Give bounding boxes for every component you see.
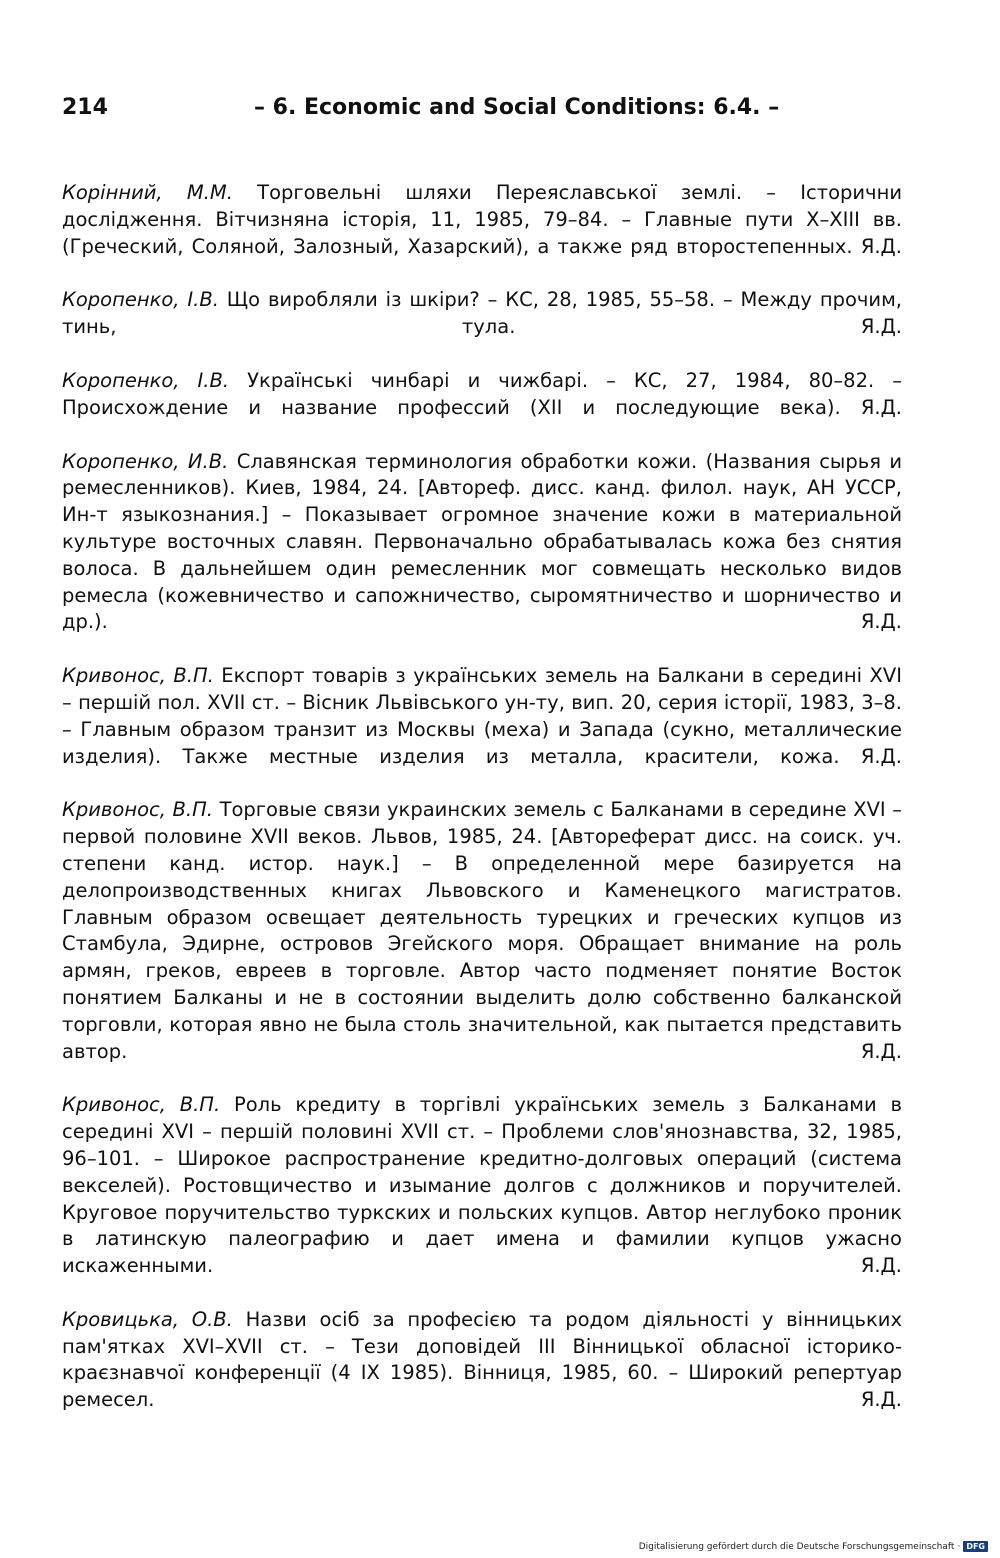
bibliography-entries xyxy=(62,180,902,1441)
entry-author: Коропенко, І.В. xyxy=(62,288,219,312)
bibliography-entry xyxy=(62,1092,902,1280)
entry-author: Коропенко, И.В. xyxy=(62,449,229,473)
page-number: 214 xyxy=(62,95,108,120)
bibliography-entry xyxy=(62,1307,902,1414)
bibliography-entry xyxy=(62,797,902,1065)
bibliography-entry xyxy=(62,287,902,341)
bibliography-entry xyxy=(62,368,902,422)
entry-text: Торговельні шляхи Переяславської землі. – Історични дослідження. Вітчизняна історія, 11, 1985, 79–84. – Главные пути X–XIII вв. (Греческий, Соляной, Залозный, Хазарский), а также ряд второстепенных. xyxy=(62,181,903,258)
entry-reviewer-initials: Я.Д. xyxy=(860,1254,902,1278)
entry-text: Що виробляли із шкіри? – КС, 28, 1985, 55–58. – Между прочим, тинь, тула. xyxy=(62,288,902,339)
entry-author: Корінний, М.М. xyxy=(62,181,233,204)
entry-text: Українські чинбарі и чижбарі. – КС, 27, 1984, 80–82. – Происхождение и название профессий (XII и последующие века). xyxy=(62,368,902,419)
entry-reviewer-initials: Я.Д. xyxy=(860,1039,902,1063)
entry-text: Роль кредиту в торгівлі українських земель з Балканами в середині XVI – першій половині XVII ст. – Проблеми слов'янознавства, 32, 1985, 96–101. – Широкое распространение кредитно-долговых операций (система векселей). Ростовщичество и изымание долгов с должников и поручителей. Круговое поручительство туркских и польских купцов. Автор неглубоко проник в латинскую палеографию и дает имена и фамилии купцов ужасно искаженными. xyxy=(62,1093,902,1278)
entry-author: Кровицька, О.В. xyxy=(62,1307,233,1331)
entry-reviewer-initials: Я.Д. xyxy=(860,315,903,339)
page-header xyxy=(62,95,902,129)
entry-reviewer-initials: Я.Д. xyxy=(860,1388,902,1412)
entry-reviewer-initials: Я.Д. xyxy=(860,610,902,634)
bibliography-entry xyxy=(62,663,902,770)
entry-text: Експорт товарів з українських земель на Балкани в середині XVI – першій пол. XVII ст. – Вісник Львівського ун-ту, вип. 20, серия історії, 1983, 3–8. – Главным образом транзит из Москвы (меха) и Запада (сукно, металлические изделия). Также местные изделия из металла, красители, кожа. xyxy=(62,664,902,768)
entry-author: Коропенко, І.В. xyxy=(62,368,230,392)
bibliography-entry xyxy=(62,180,902,260)
entry-author: Кривонос, В.П. xyxy=(62,664,214,688)
entry-text: Торговые связи украинских земель с Балканами в середине XVI – первой половине XVII веков. Львов, 1985, 24. [Автореферат дисс. на соиск. уч. степени канд. истор. наук.] – В определенной мере базируется на делопроизводственных книгах Львовского и Каменецкого магистратов. Главным образом освещает деятельность турецких и греческих купцов из Стамбула, Эдирне, островов Эгейского моря. Обращает внимание на роль армян, греков, евреев в торговле. Автор часто подменяет понятие Восток понятием Балканы и не в состоянии выделить долю собственно балканской торговли, которая явно не была столь значительной, как пытается представить автор. xyxy=(62,798,903,1063)
entry-reviewer-initials: Я.Д. xyxy=(860,395,903,419)
dfg-logo: DFG xyxy=(963,1541,988,1552)
entry-author: Кривонос, В.П. xyxy=(62,798,213,822)
digitization-credit: Digitalisierung gefördert durch die Deutsche Forschungsgemeinschaft · DFG xyxy=(639,1541,988,1552)
entry-reviewer-initials: Я.Д. xyxy=(860,234,902,258)
credit-text: Digitalisierung gefördert durch die Deutsche Forschungsgemeinschaft xyxy=(638,1541,955,1552)
entry-author: Кривонос, В.П. xyxy=(62,1093,221,1117)
entry-text: Славянская терминология обработки кожи. (Названия сырья и ремесленников). Киев, 1984, 24. [Автореф. дисс. канд. филол. наук, АН УССР, Ин-т языкознания.] – Показывает огромное значение кожи в материальной культуре восточных славян. Первоначально обрабатывалась кожа без снятия волоса. В дальнейшем один ремесленник мог совмещать несколько видов ремесла (кожевничество и сапожничество, сыромятничество и шорничество и др.). xyxy=(62,449,903,634)
bibliography-entry xyxy=(62,449,902,637)
entry-reviewer-initials: Я.Д. xyxy=(860,744,902,768)
running-title: – 6. Economic and Social Conditions: 6.4. – xyxy=(254,95,780,120)
entry-text: Назви осіб за професією та родом діяльності у вінницьких пам'ятках XVI–XVII ст. – Тези доповідей III Вінницької обласної історико-краєзнавчої конференції (4 IX 1985). Вінниця, 1985, 60. – Широкий репертуар ремесел. xyxy=(62,1307,903,1412)
